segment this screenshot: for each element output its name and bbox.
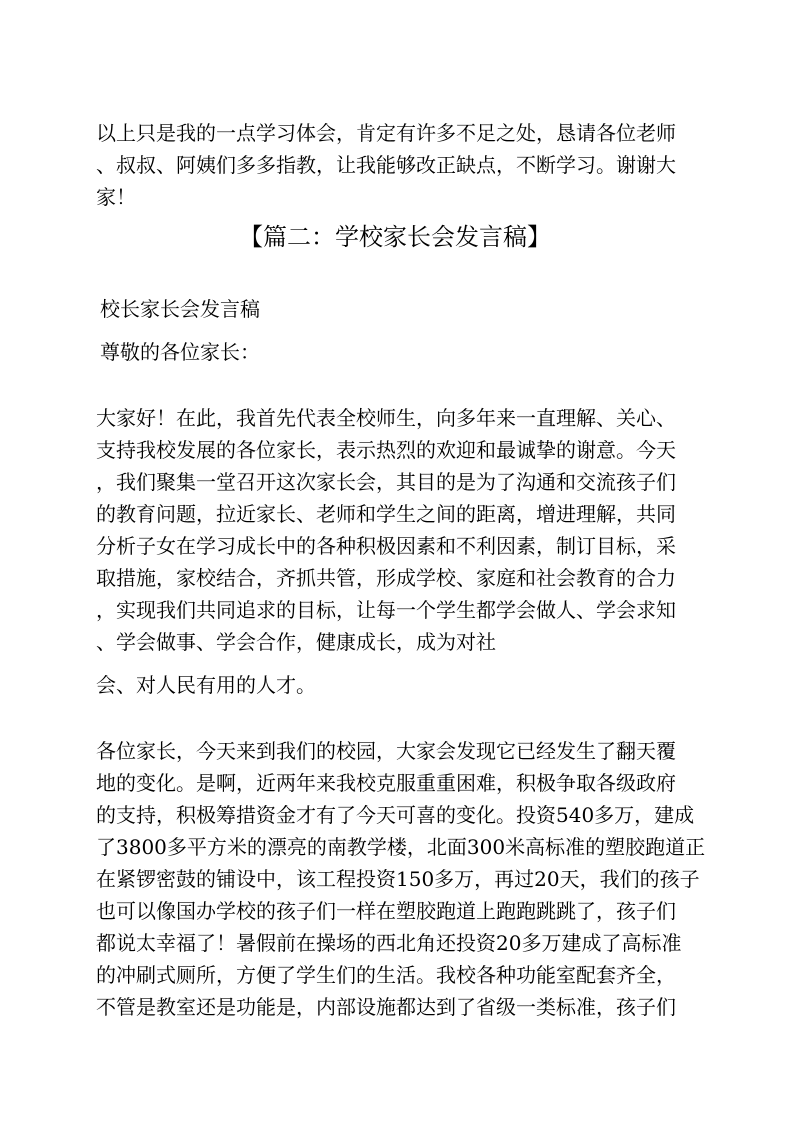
- paragraph1-line: 的教育问题，拉近家长、老师和学生之间的距离，增进理解，共同: [96, 502, 676, 526]
- paragraph2-line: 了3800多平方米的漂亮的南教学楼，北面300米高标准的塑胶跑道正: [96, 835, 706, 859]
- speech-title: 校长家长会发言稿: [100, 297, 260, 321]
- paragraph2-line: 不管是教室还是功能是，内部设施都达到了省级一类标准，孩子们: [96, 995, 676, 1019]
- salutation: 尊敬的各位家长：: [100, 340, 260, 364]
- paragraph2-line: 的冲刷式厕所，方便了学生们的生活。我校各种功能室配套齐全，: [96, 963, 676, 987]
- intro-line: 家！: [96, 185, 136, 209]
- section-title: 【篇二：学校家长会发言稿】: [239, 223, 551, 251]
- paragraph1-line: ，实现我们共同追求的目标，让每一个学生都学会做人、学会求知: [96, 598, 676, 622]
- paragraph1-line: 支持我校发展的各位家长，表示热烈的欢迎和最诚挚的谢意。今天: [96, 438, 676, 462]
- intro-line: 、叔叔、阿姨们多多指教，让我能够改正缺点，不断学习。谢谢大: [96, 153, 676, 177]
- paragraph2-line: 也可以像国办学校的孩子们一样在塑胶跑道上跑跑跳跳了，孩子们: [96, 899, 676, 923]
- paragraph1-continued: 会、对人民有用的人才。: [96, 673, 316, 697]
- paragraph1-line: ，我们聚集一堂召开这次家长会，其目的是为了沟通和交流孩子们: [96, 470, 676, 494]
- paragraph2-line: 在紧锣密鼓的铺设中，该工程投资150多万，再过20天，我们的孩子: [96, 867, 700, 891]
- paragraph2-line: 都说太幸福了！暑假前在操场的西北角还投资20多万建成了高标准: [96, 931, 682, 955]
- paragraph2-line: 地的变化。是啊，近两年来我校克服重重困难，积极争取各级政府: [96, 771, 676, 795]
- paragraph2-line: 各位家长，今天来到我们的校园，大家会发现它已经发生了翻天覆: [96, 739, 676, 763]
- paragraph1-line: 取措施，家校结合，齐抓共管，形成学校、家庭和社会教育的合力: [96, 566, 676, 590]
- paragraph1-line: 大家好！在此，我首先代表全校师生，向多年来一直理解、关心、: [96, 406, 676, 430]
- paragraph1-line: 分析子女在学习成长中的各种积极因素和不利因素，制订目标，采: [96, 534, 676, 558]
- paragraph1-line: 、学会做事、学会合作，健康成长，成为对社: [96, 630, 496, 654]
- paragraph2-line: 的支持，积极筹措资金才有了今天可喜的变化。投资540多万，建成: [96, 803, 695, 827]
- intro-line: 以上只是我的一点学习体会，肯定有许多不足之处，恳请各位老师: [96, 121, 676, 145]
